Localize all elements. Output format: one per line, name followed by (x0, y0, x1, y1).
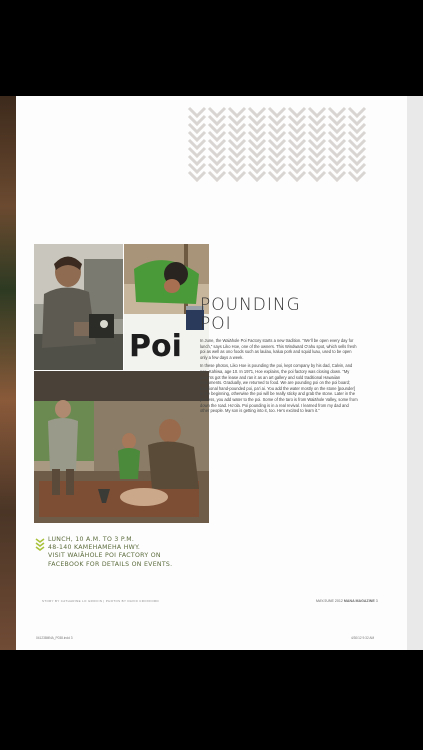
photo-boy-painting-sign (124, 244, 209, 370)
print-slug-timestamp: 4/30/12 9:32 AM (351, 636, 375, 640)
issue-date: MAY/JUNE 2012 (316, 599, 343, 603)
article-paragraph: In these photos, Liko Hoe is pounding the poi, kept company by his dad, Calvin, and son, Kahiwa, age 10. In 1971, Hoe explains, the poi factory was closing down. “My parents got the lease and ran it as an art gallery and sold traditional Hawaiian instruments. Gradually, we returned to food. We are pounding poi on the poi board; traditional hand-pounded poi, pa‘i ai. You add the water mostly on the stone [pounder] in the beginning, otherwise the poi will be really sticky and grab the stone. Later in the process, you add water to the poi. Some of the taro is from Waiāhole Valley, some from down the road. Ho‘ola. Poi pounding is in a real revival. I learned from my dad and other people. My son is getting into it, too. He’s excited to learn it.” (200, 363, 358, 414)
magazine-page (16, 96, 407, 650)
info-address: 48-140 KAMEHAMEHA HWY. (48, 544, 141, 552)
article-body (200, 338, 358, 417)
article-title-line-2: POI (200, 314, 232, 334)
folio (316, 599, 378, 603)
magazine-name: MANA MAGAZINE (343, 599, 375, 603)
visitor-info-block (48, 536, 198, 569)
svg-text:Poi: Poi (129, 329, 182, 364)
page-number: 3 (375, 599, 378, 603)
page-edge-shadow (407, 96, 423, 650)
photo-man-at-workbench (34, 244, 123, 370)
previous-page-edge (0, 96, 16, 650)
chevron-arrows-icon (35, 538, 45, 552)
print-slug-filename: 041238MNA_P038.indd 3 (36, 636, 73, 640)
article-paragraph: In June, the Waiāhole Poi Factory starts a new tradition. “We’ll be open every day for lunch,” says Liko Hoe, one of the owners. This Windward O‘ahu spot, which sells fresh poi as well as ono foods such as laulau, kalua pork and squid luau, used to be open only a few days a week. (200, 338, 357, 360)
article-title-line-1: POUNDING (200, 295, 301, 315)
article-title (200, 296, 320, 334)
info-facebook: FACEBOOK FOR DETAILS ON EVENTS. (48, 560, 173, 568)
info-visit: VISIT WAIĀHOLE POI FACTORY ON (48, 552, 161, 560)
chevron-pattern-decoration (187, 104, 371, 184)
photo-credits: STORY BY CATHARINE LO GRIFFIN | PHOTOS BY DAVID CROXFORD (42, 599, 160, 603)
photo-family-pounding-poi (34, 371, 209, 523)
info-hours: LUNCH, 10 A.M. TO 3 P.M. (48, 536, 135, 543)
